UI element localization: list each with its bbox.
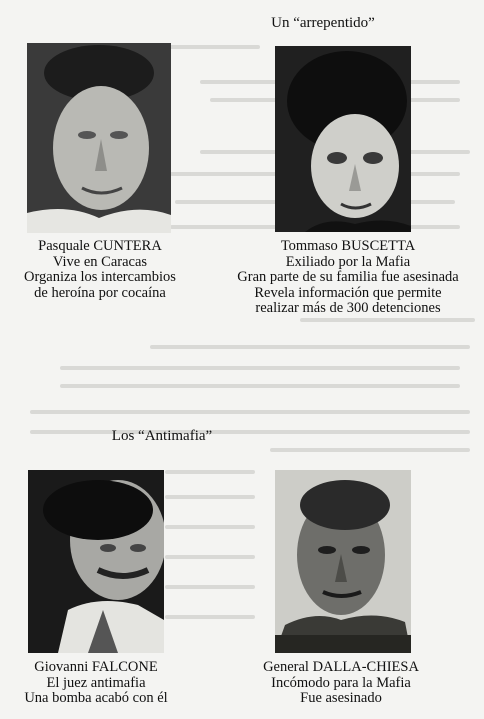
person-name: Pasquale CUNTERA [38,238,162,254]
caption-dalla-chiesa [256,660,426,707]
caption-line: Una bomba acabó con él [24,690,168,706]
caption-line: El juez antimafia [46,674,146,691]
portrait-cuntera [27,43,171,233]
heading-arrepentido: Un “arrepentido” [271,15,375,31]
caption-line: de heroína por cocaína [34,284,166,301]
caption-falcone [16,660,176,707]
caption-line: Gran parte de su familia fue asesinada [237,269,459,285]
caption-line: Incómodo para la Mafia [271,674,411,691]
person-name: Tommaso BUSCETTA [280,238,416,254]
caption-line: Exiliado por la Mafia [285,253,411,270]
caption-cuntera [20,239,180,301]
caption-line: Revela información que permite [254,284,442,301]
caption-line: realizar más de 300 detenciones [255,300,441,316]
caption-line: Organiza los intercambios [24,269,176,285]
person-name: General DALLA-CHIESA [263,659,419,675]
caption-buscetta [220,239,476,317]
portrait-dalla-chiesa [275,470,411,653]
portrait-falcone [28,470,164,653]
caption-line: Vive en Caracas [52,253,148,270]
heading-antimafia: Los “Antimafia” [111,428,213,444]
person-name: Giovanni FALCONE [34,659,158,675]
portrait-buscetta [275,46,411,232]
caption-line: Fue asesinado [300,690,382,706]
